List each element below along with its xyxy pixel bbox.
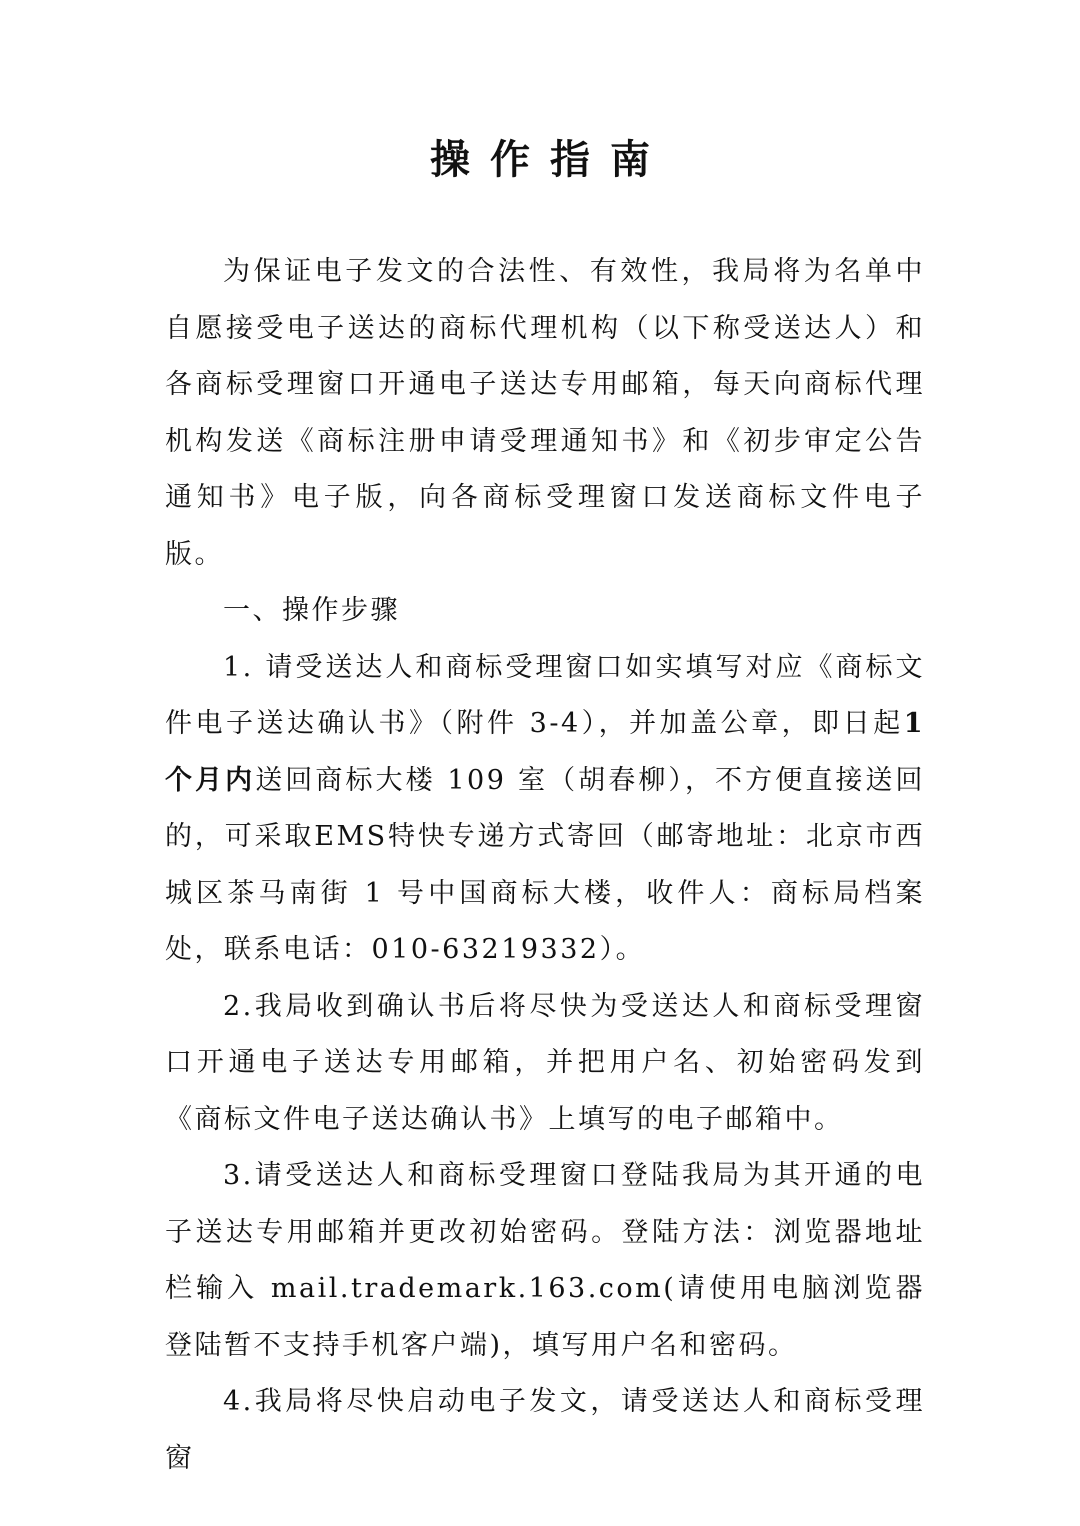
step-1-text-b: 送回商标大楼 109 室（胡春柳），不方便直接送回的，可采取EMS特快专递方式寄回（邮寄地址：北京市西城区茶马南街 1 号中国商标大楼，收件人：商标局档案处，联系电话：010-63219332）。 xyxy=(165,764,926,965)
step-3-paragraph: 3.请受送达人和商标受理窗口登陆我局为其开通的电子送达专用邮箱并更改初始密码。登陆方法：浏览器地址栏输入 mail.trademark.163.com(请使用电脑浏览器登陆暂不支持手机客户端)，填写用户名和密码。 xyxy=(165,1160,925,1361)
section-heading: 一、操作步骤 xyxy=(223,595,400,626)
intro-paragraph: 为保证电子发文的合法性、有效性，我局将为名单中自愿接受电子送达的商标代理机构（以下称受送达人）和各商标受理窗口开通电子送达专用邮箱，每天向商标代理机构发送《商标注册申请受理通知书》和《初步审定公告通知书》电子版，向各商标受理窗口发送商标文件电子版。 xyxy=(165,256,925,570)
step-1-deadline: 1个月内 xyxy=(165,708,925,796)
step-1-text-a: 1. 请受送达人和商标受理窗口如实填写对应《商标文件电子送达确认书》（附件 3-4），并加盖公章，即日起 xyxy=(165,651,925,739)
step-2-paragraph: 2.我局收到确认书后将尽快为受送达人和商标受理窗口开通电子送达专用邮箱，并把用户名、初始密码发到《商标文件电子送达确认书》上填写的电子邮箱中。 xyxy=(165,990,925,1135)
step-4-paragraph: 4.我局将尽快启动电子发文，请受送达人和商标受理窗 xyxy=(165,1386,925,1474)
page-title: 操作指南 xyxy=(430,136,670,183)
step-1-paragraph xyxy=(165,640,925,979)
document-body xyxy=(165,244,925,1487)
